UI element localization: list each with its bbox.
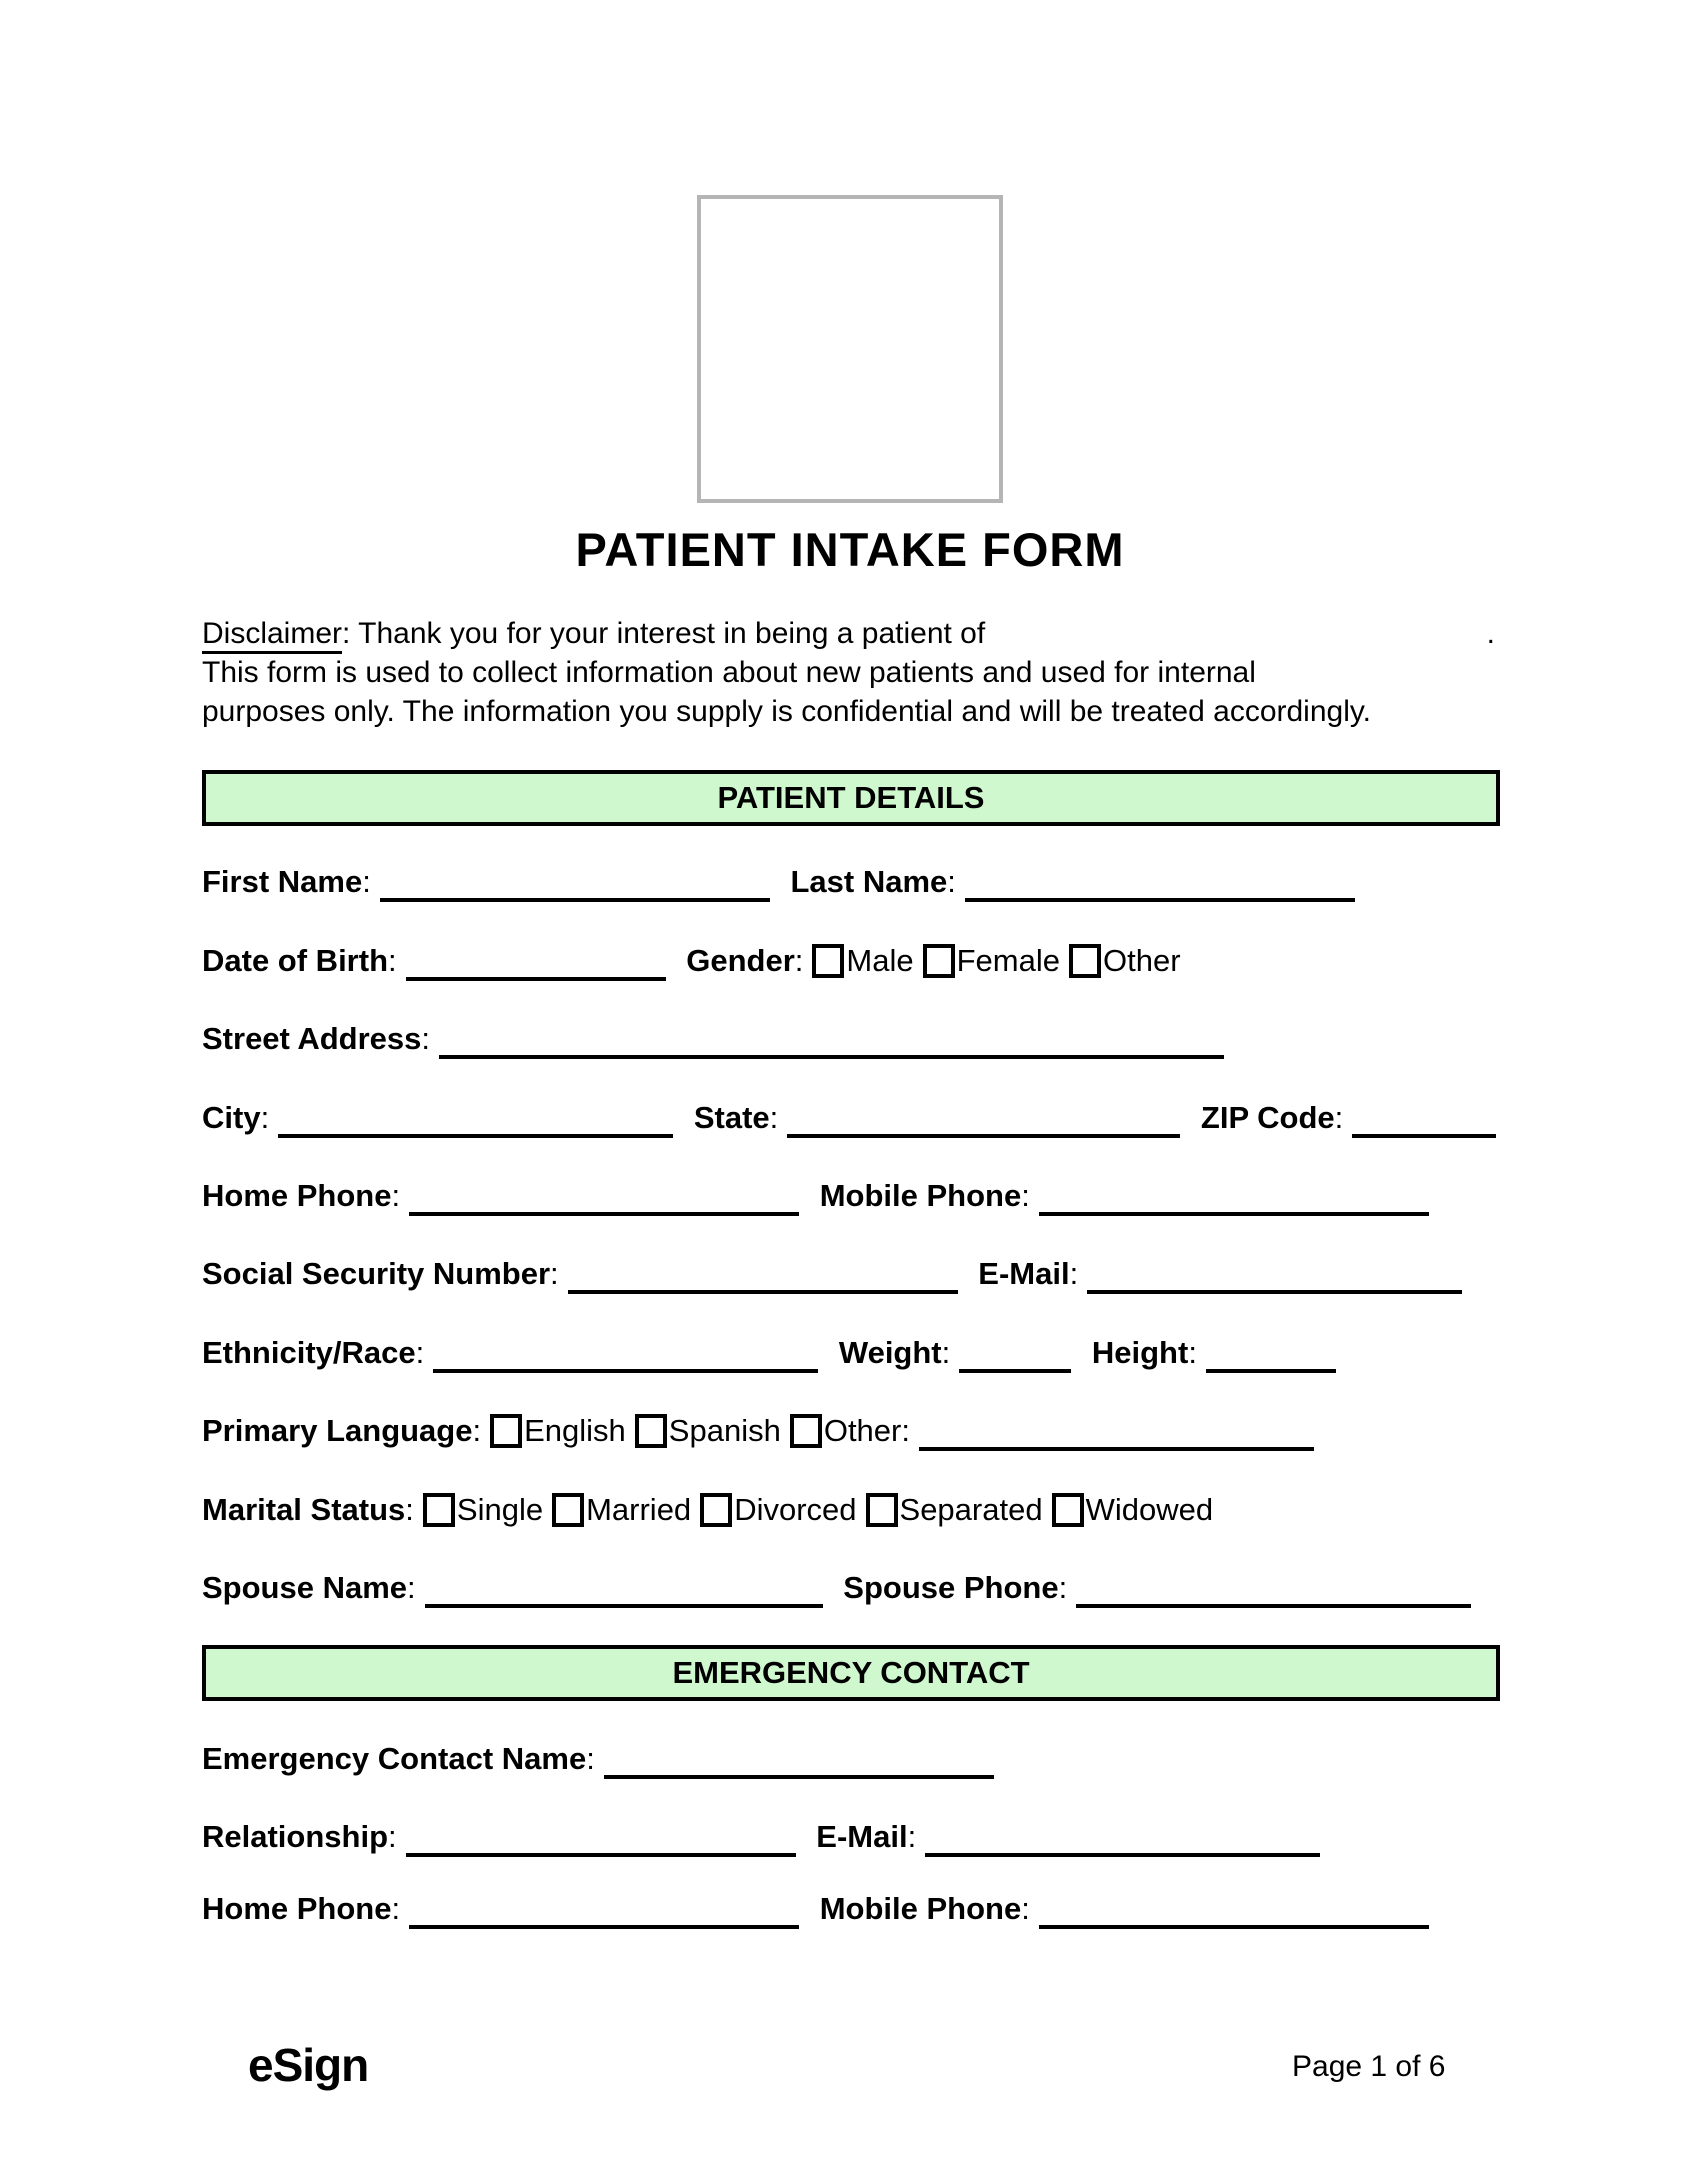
emergency-home-phone-blank[interactable]	[409, 1895, 799, 1929]
row-primary-language	[202, 1408, 1662, 1454]
language-option-spanish	[635, 1413, 781, 1448]
height-label: Height	[1091, 1335, 1189, 1370]
marital-single-label: Single	[456, 1492, 544, 1527]
colon: :	[415, 1335, 425, 1370]
marital-widowed-checkbox[interactable]	[1052, 1493, 1084, 1527]
colon: :	[769, 1100, 779, 1135]
first-name-label: First Name	[202, 864, 363, 899]
colon: :	[794, 943, 804, 978]
gender-other-checkbox[interactable]	[1069, 944, 1101, 978]
date-of-birth-blank[interactable]	[406, 947, 666, 981]
weight-label: Weight	[838, 1335, 942, 1370]
colon: :	[472, 1413, 482, 1448]
marital-divorced-checkbox[interactable]	[700, 1493, 732, 1527]
weight-blank[interactable]	[959, 1339, 1071, 1373]
row-ssn-email	[202, 1251, 1662, 1297]
colon: :	[391, 1178, 401, 1213]
emergency-contact-name-blank[interactable]	[604, 1745, 994, 1779]
emergency-mobile-phone-blank[interactable]	[1039, 1895, 1429, 1929]
language-english-checkbox[interactable]	[490, 1414, 522, 1448]
disclaimer-line-3: purposes only. The information you supply is confidential and will be treated accordingly.	[202, 695, 1371, 728]
gender-male-checkbox[interactable]	[812, 944, 844, 978]
disclaimer-label: Disclaimer	[202, 617, 342, 654]
marital-option-single	[423, 1492, 543, 1527]
language-option-other	[790, 1413, 910, 1448]
colon: :	[405, 1492, 414, 1527]
emergency-email-label: E-Mail	[816, 1819, 908, 1854]
language-other-label: Other	[823, 1413, 902, 1448]
gender-female-label: Female	[956, 943, 1060, 978]
marital-option-married	[552, 1492, 691, 1527]
emergency-email-blank[interactable]	[925, 1823, 1320, 1857]
row-street-address	[202, 1016, 1662, 1062]
row-spouse	[202, 1565, 1662, 1611]
first-name-blank[interactable]	[380, 868, 770, 902]
patient-details-title: PATIENT DETAILS	[717, 780, 985, 815]
esign-logo: eSign	[248, 2039, 369, 2091]
logo-placeholder-box	[697, 195, 1003, 503]
ethnicity-race-label: Ethnicity/Race	[202, 1335, 416, 1370]
gender-option-other	[1069, 943, 1181, 978]
row-city-state-zip	[202, 1095, 1662, 1141]
colon: :	[260, 1100, 270, 1135]
page-number: Page 1 of 6	[1292, 2050, 1446, 2083]
marital-single-checkbox[interactable]	[423, 1493, 455, 1527]
row-emergency-phones	[202, 1886, 1662, 1932]
row-ethnicity-weight-height	[202, 1330, 1662, 1376]
ssn-label: Social Security Number	[202, 1256, 551, 1291]
relationship-label: Relationship	[202, 1819, 389, 1854]
colon: :	[388, 943, 397, 978]
city-label: City	[202, 1100, 261, 1135]
emergency-contact-title: EMERGENCY CONTACT	[672, 1655, 1030, 1690]
date-of-birth-label: Date of Birth	[202, 943, 388, 978]
marital-option-divorced	[700, 1492, 856, 1527]
marital-option-widowed	[1052, 1492, 1214, 1527]
section-header-emergency-contact	[202, 1645, 1500, 1701]
disclaimer-trailing-period: .	[1486, 617, 1495, 650]
street-address-label: Street Address	[202, 1021, 422, 1056]
gender-label: Gender	[686, 943, 795, 978]
gender-female-checkbox[interactable]	[923, 944, 955, 978]
row-phones	[202, 1173, 1662, 1219]
language-english-label: English	[524, 1413, 626, 1448]
ethnicity-race-blank[interactable]	[433, 1339, 818, 1373]
colon: :	[1021, 1178, 1030, 1213]
relationship-blank[interactable]	[406, 1823, 796, 1857]
colon: :	[1058, 1570, 1068, 1605]
marital-divorced-label: Divorced	[734, 1492, 857, 1527]
state-label: State	[693, 1100, 770, 1135]
page-title: PATIENT INTAKE FORM	[575, 523, 1125, 576]
language-spanish-checkbox[interactable]	[635, 1414, 667, 1448]
language-other-blank[interactable]	[919, 1417, 1314, 1451]
email-label: E-Mail	[978, 1256, 1070, 1291]
colon: :	[407, 1570, 416, 1605]
language-spanish-label: Spanish	[668, 1413, 781, 1448]
colon: :	[1069, 1256, 1079, 1291]
marital-married-label: Married	[586, 1492, 692, 1527]
last-name-blank[interactable]	[965, 868, 1355, 902]
colon: :	[586, 1741, 595, 1776]
colon: :	[907, 1819, 917, 1854]
city-blank[interactable]	[278, 1104, 673, 1138]
gender-male-label: Male	[846, 943, 914, 978]
language-option-english	[490, 1413, 626, 1448]
marital-separated-label: Separated	[899, 1492, 1043, 1527]
colon: :	[1188, 1335, 1197, 1370]
marital-status-label: Marital Status	[202, 1492, 406, 1527]
spouse-phone-blank[interactable]	[1076, 1574, 1471, 1608]
marital-married-checkbox[interactable]	[552, 1493, 584, 1527]
marital-separated-checkbox[interactable]	[866, 1493, 898, 1527]
disclaimer-colon: :	[342, 617, 351, 650]
colon: :	[1021, 1891, 1030, 1926]
gender-option-female	[923, 943, 1060, 978]
section-header-patient-details	[202, 770, 1500, 826]
home-phone-label: Home Phone	[202, 1178, 392, 1213]
row-dob-gender	[202, 938, 1662, 984]
row-name	[202, 859, 1662, 905]
colon: :	[901, 1413, 910, 1448]
last-name-label: Last Name	[790, 864, 948, 899]
gender-option-male	[812, 943, 913, 978]
colon: :	[388, 1819, 397, 1854]
colon: :	[550, 1256, 559, 1291]
row-emergency-name	[202, 1736, 1662, 1782]
row-relationship-email	[202, 1814, 1662, 1860]
height-blank[interactable]	[1206, 1339, 1336, 1373]
emergency-home-phone-label: Home Phone	[202, 1891, 392, 1926]
marital-widowed-label: Widowed	[1085, 1492, 1214, 1527]
row-marital-status	[202, 1487, 1662, 1533]
gender-other-label: Other	[1102, 943, 1181, 978]
primary-language-label: Primary Language	[202, 1413, 473, 1448]
home-phone-blank[interactable]	[409, 1182, 799, 1216]
ssn-blank[interactable]	[568, 1260, 958, 1294]
marital-option-separated	[866, 1492, 1043, 1527]
street-address-blank[interactable]	[439, 1025, 1224, 1059]
colon: :	[941, 1335, 951, 1370]
spouse-name-label: Spouse Name	[202, 1570, 408, 1605]
email-blank[interactable]	[1087, 1260, 1462, 1294]
disclaimer-intro-text: Thank you for your interest in being a patient of	[350, 617, 986, 650]
state-blank[interactable]	[787, 1104, 1180, 1138]
language-other-checkbox[interactable]	[790, 1414, 822, 1448]
spouse-name-blank[interactable]	[425, 1574, 823, 1608]
emergency-contact-name-label: Emergency Contact Name	[202, 1741, 587, 1776]
colon: :	[362, 864, 371, 899]
disclaimer-line-1	[202, 614, 1500, 653]
colon: :	[391, 1891, 401, 1926]
emergency-mobile-phone-label: Mobile Phone	[819, 1891, 1022, 1926]
zip-code-label: ZIP Code	[1200, 1100, 1335, 1135]
colon: :	[1334, 1100, 1344, 1135]
spouse-phone-label: Spouse Phone	[843, 1570, 1059, 1605]
mobile-phone-label: Mobile Phone	[819, 1178, 1022, 1213]
mobile-phone-blank[interactable]	[1039, 1182, 1429, 1216]
colon: :	[947, 864, 956, 899]
colon: :	[421, 1021, 431, 1056]
zip-code-blank[interactable]	[1352, 1104, 1496, 1138]
disclaimer-paragraph	[202, 614, 1500, 731]
disclaimer-line-2: This form is used to collect information about new patients and used for internal	[202, 656, 1256, 689]
